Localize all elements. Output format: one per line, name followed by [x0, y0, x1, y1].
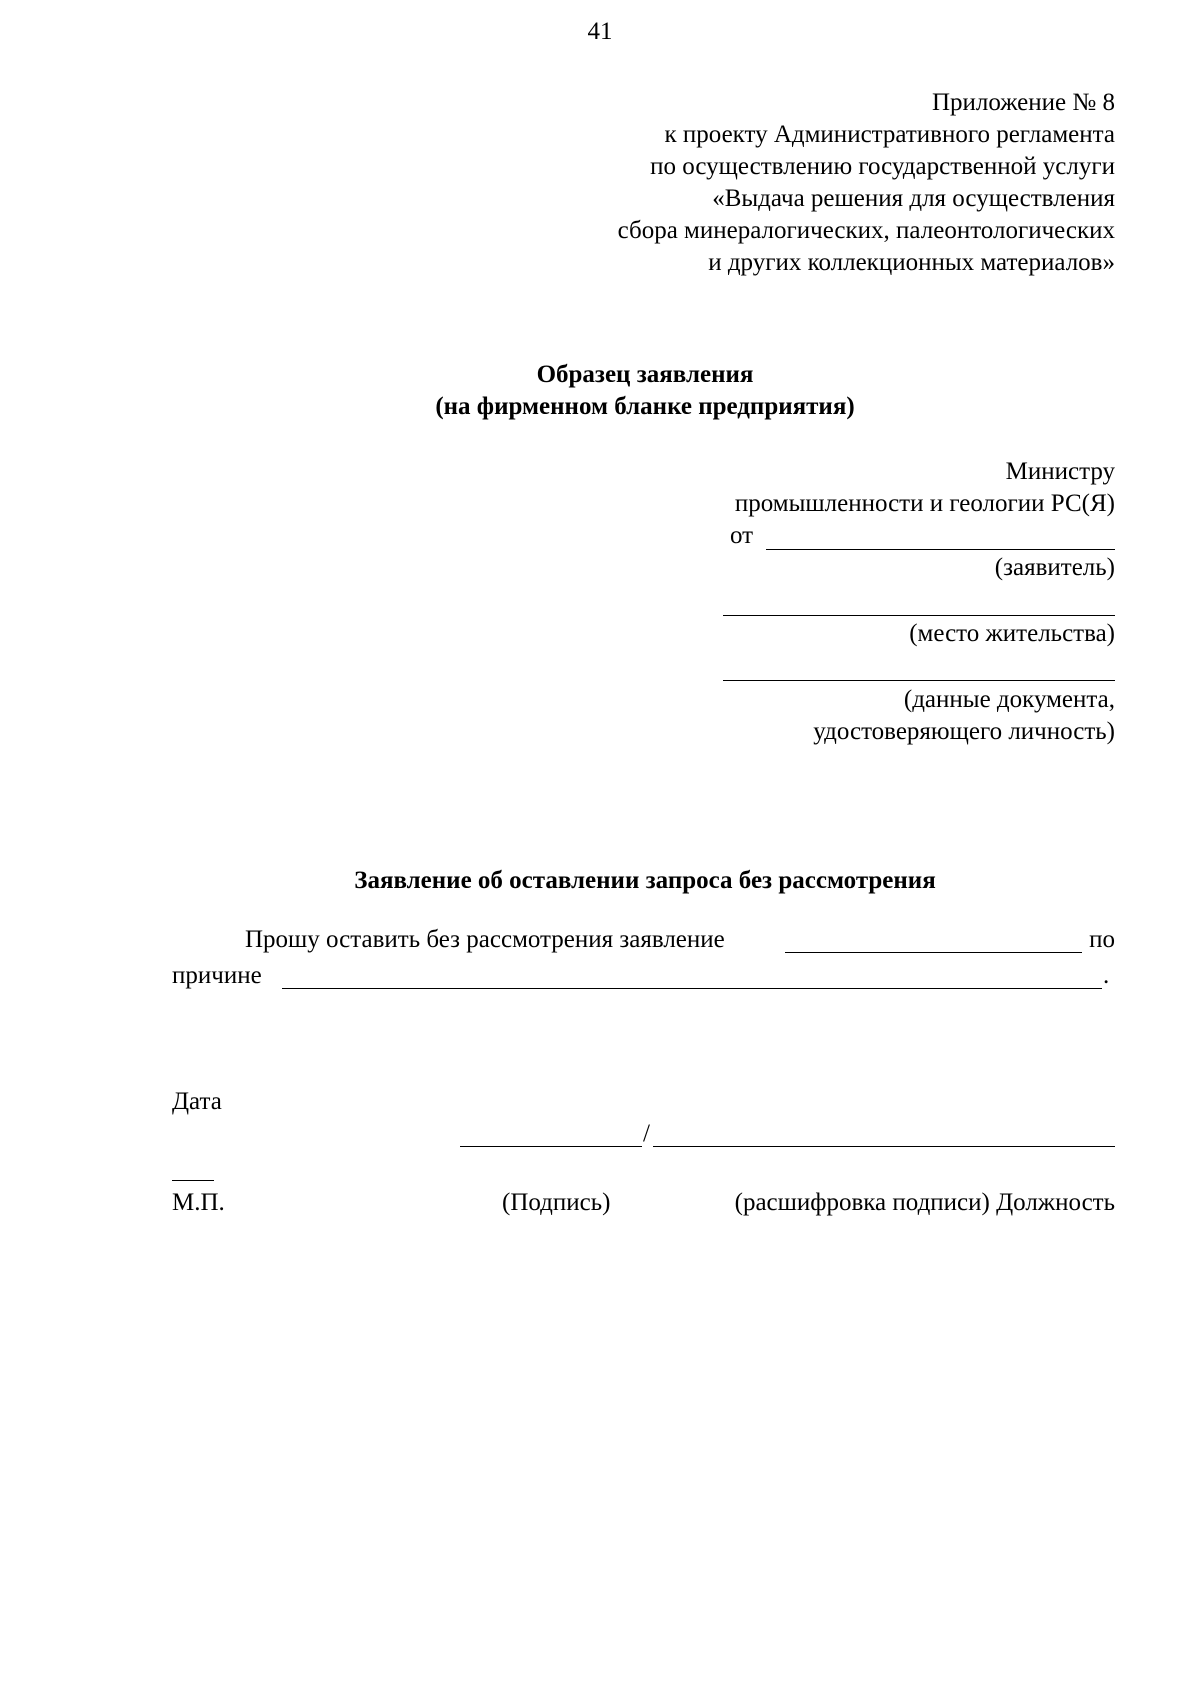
request-text: Прошу оставить без рассмотрения заявление — [245, 926, 725, 953]
signature-slash: / — [643, 1120, 650, 1147]
signature-caption: (Подпись) — [502, 1189, 611, 1216]
appendix-line: Приложение № 8 — [931, 89, 1115, 116]
residence-caption: (место жительства) — [909, 620, 1115, 647]
sample-subtitle: (на фирменном бланке предприятия) — [435, 393, 855, 420]
date-label: Дата — [172, 1088, 222, 1115]
end-period: . — [1103, 962, 1110, 989]
appendix-line: по осуществлению государственной услуги — [650, 153, 1115, 180]
decoding-field-line[interactable] — [653, 1146, 1115, 1147]
id-document-caption: (данные документа, — [903, 686, 1115, 713]
appendix-line: и других коллекционных материалов» — [708, 249, 1115, 276]
page-number: 41 — [587, 18, 613, 45]
statement-title: Заявление об оставлении запроса без рассмотрения — [354, 867, 936, 894]
stamp-line — [172, 1180, 214, 1181]
by-word: по — [1089, 926, 1115, 953]
id-document-field-line[interactable] — [723, 680, 1115, 681]
addressee-minister: Министру — [1005, 458, 1115, 485]
addressee-ministry: промышленности и геологии РС(Я) — [734, 490, 1115, 517]
residence-field-line[interactable] — [723, 615, 1115, 616]
appendix-line: к проекту Административного регламента — [664, 121, 1115, 148]
reason-field-line[interactable] — [282, 988, 1102, 989]
reason-label: причине — [172, 962, 262, 989]
sample-title: Образец заявления — [536, 361, 754, 388]
appendix-line: «Выдача решения для осуществления — [712, 185, 1115, 212]
application-field-line[interactable] — [785, 952, 1082, 953]
from-label: от — [730, 522, 754, 549]
appendix-line: сбора минералогических, палеонтологических — [617, 217, 1115, 244]
decoding-caption: (расшифровка подписи) Должность — [734, 1189, 1115, 1216]
signature-field-line[interactable] — [460, 1146, 642, 1147]
applicant-caption: (заявитель) — [994, 554, 1115, 581]
stamp-label: М.П. — [172, 1189, 225, 1216]
id-document-caption: удостоверяющего личность) — [813, 718, 1115, 745]
applicant-field-line[interactable] — [766, 549, 1115, 550]
